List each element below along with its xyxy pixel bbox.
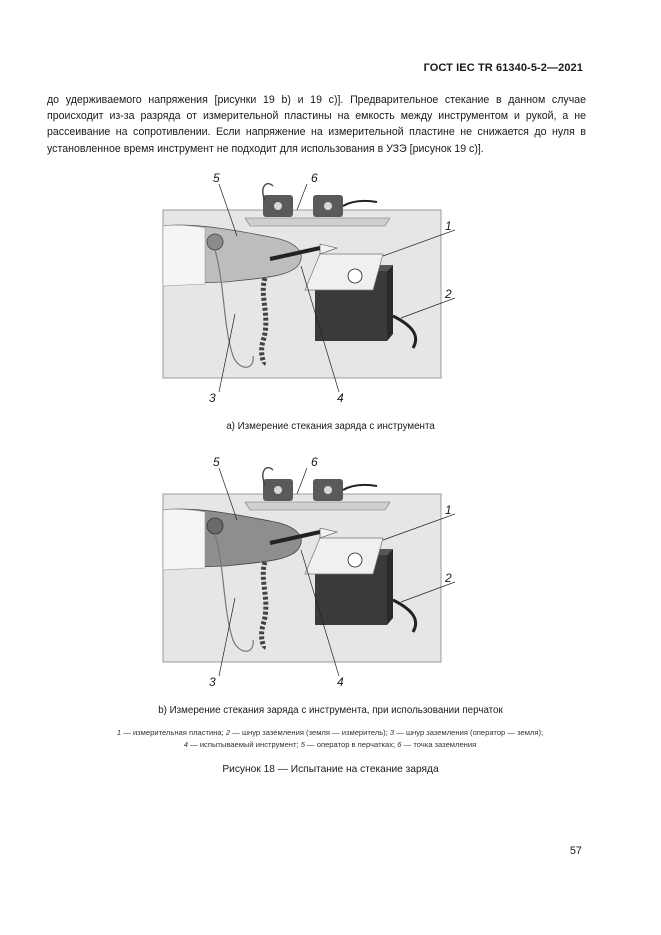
legend-text: — испытываемый инструмент; xyxy=(188,740,301,749)
label-1: 1 xyxy=(445,219,452,233)
figure-title: Рисунок 18 — Испытание на стекание заряда xyxy=(222,764,439,775)
figure-a-caption: а) Измерение стекания заряда с инструмента xyxy=(226,421,435,432)
legend-text: — оператор в перчатках; xyxy=(304,740,398,749)
label-5: 5 xyxy=(213,455,220,469)
label-3: 3 xyxy=(209,675,216,689)
paragraph-line: рассеивание на сопротивлении. Если напряжение на измерительной пластине не снижается до нуля в xyxy=(47,126,586,139)
paragraph-line: происходит из-за разряда от измерительной пластины на емкость между инструментом и рукой, а не xyxy=(47,110,586,123)
label-2: 2 xyxy=(445,571,452,585)
figure-b-drawing xyxy=(155,450,455,698)
legend-text: — измерительная пластина; xyxy=(121,728,226,737)
legend-num: 1 xyxy=(116,728,122,737)
label-1: 1 xyxy=(445,503,452,517)
legend-num: 6 xyxy=(397,740,402,749)
legend-num: 3 xyxy=(389,728,395,737)
figure-legend-line-2 xyxy=(60,739,600,751)
page-number: 57 xyxy=(570,845,582,857)
grounding-rail xyxy=(245,502,390,510)
grounding-rail xyxy=(245,218,390,226)
label-4: 4 xyxy=(337,391,344,405)
label-6: 6 xyxy=(311,455,318,469)
figure-a-drawing xyxy=(155,166,455,414)
body-paragraph xyxy=(47,92,586,157)
legend-text: — точка заземления xyxy=(401,740,477,749)
label-3: 3 xyxy=(209,391,216,405)
legend-text: — шнур заземления (оператор — земля); xyxy=(394,728,544,737)
paragraph-line: установленное время инструмент не подходит для использования в УЗЭ [рисунок 19 с)]. xyxy=(47,142,484,155)
label-4: 4 xyxy=(337,675,344,689)
figure-legend-line-1 xyxy=(60,727,600,739)
figure-a-illustration xyxy=(155,166,455,414)
legend-num: 2 xyxy=(225,728,231,737)
figure-b-illustration xyxy=(155,450,455,698)
label-5: 5 xyxy=(213,171,220,185)
label-6: 6 xyxy=(311,171,318,185)
legend-num: 5 xyxy=(300,740,305,749)
legend-num: 4 xyxy=(183,740,188,749)
label-2: 2 xyxy=(445,287,452,301)
figure-b-caption: b) Измерение стекания заряда с инструмента, при использовании перчаток xyxy=(158,705,503,716)
document-header: ГОСТ IEC TR 61340-5-2—2021 xyxy=(423,62,583,74)
paragraph-line: до удерживаемого напряжения [рисунки 19 b) и 19 с)]. Предварительное стекание в данном случае xyxy=(47,94,586,106)
legend-text: — шнур заземления (земля — измеритель); xyxy=(230,728,390,737)
